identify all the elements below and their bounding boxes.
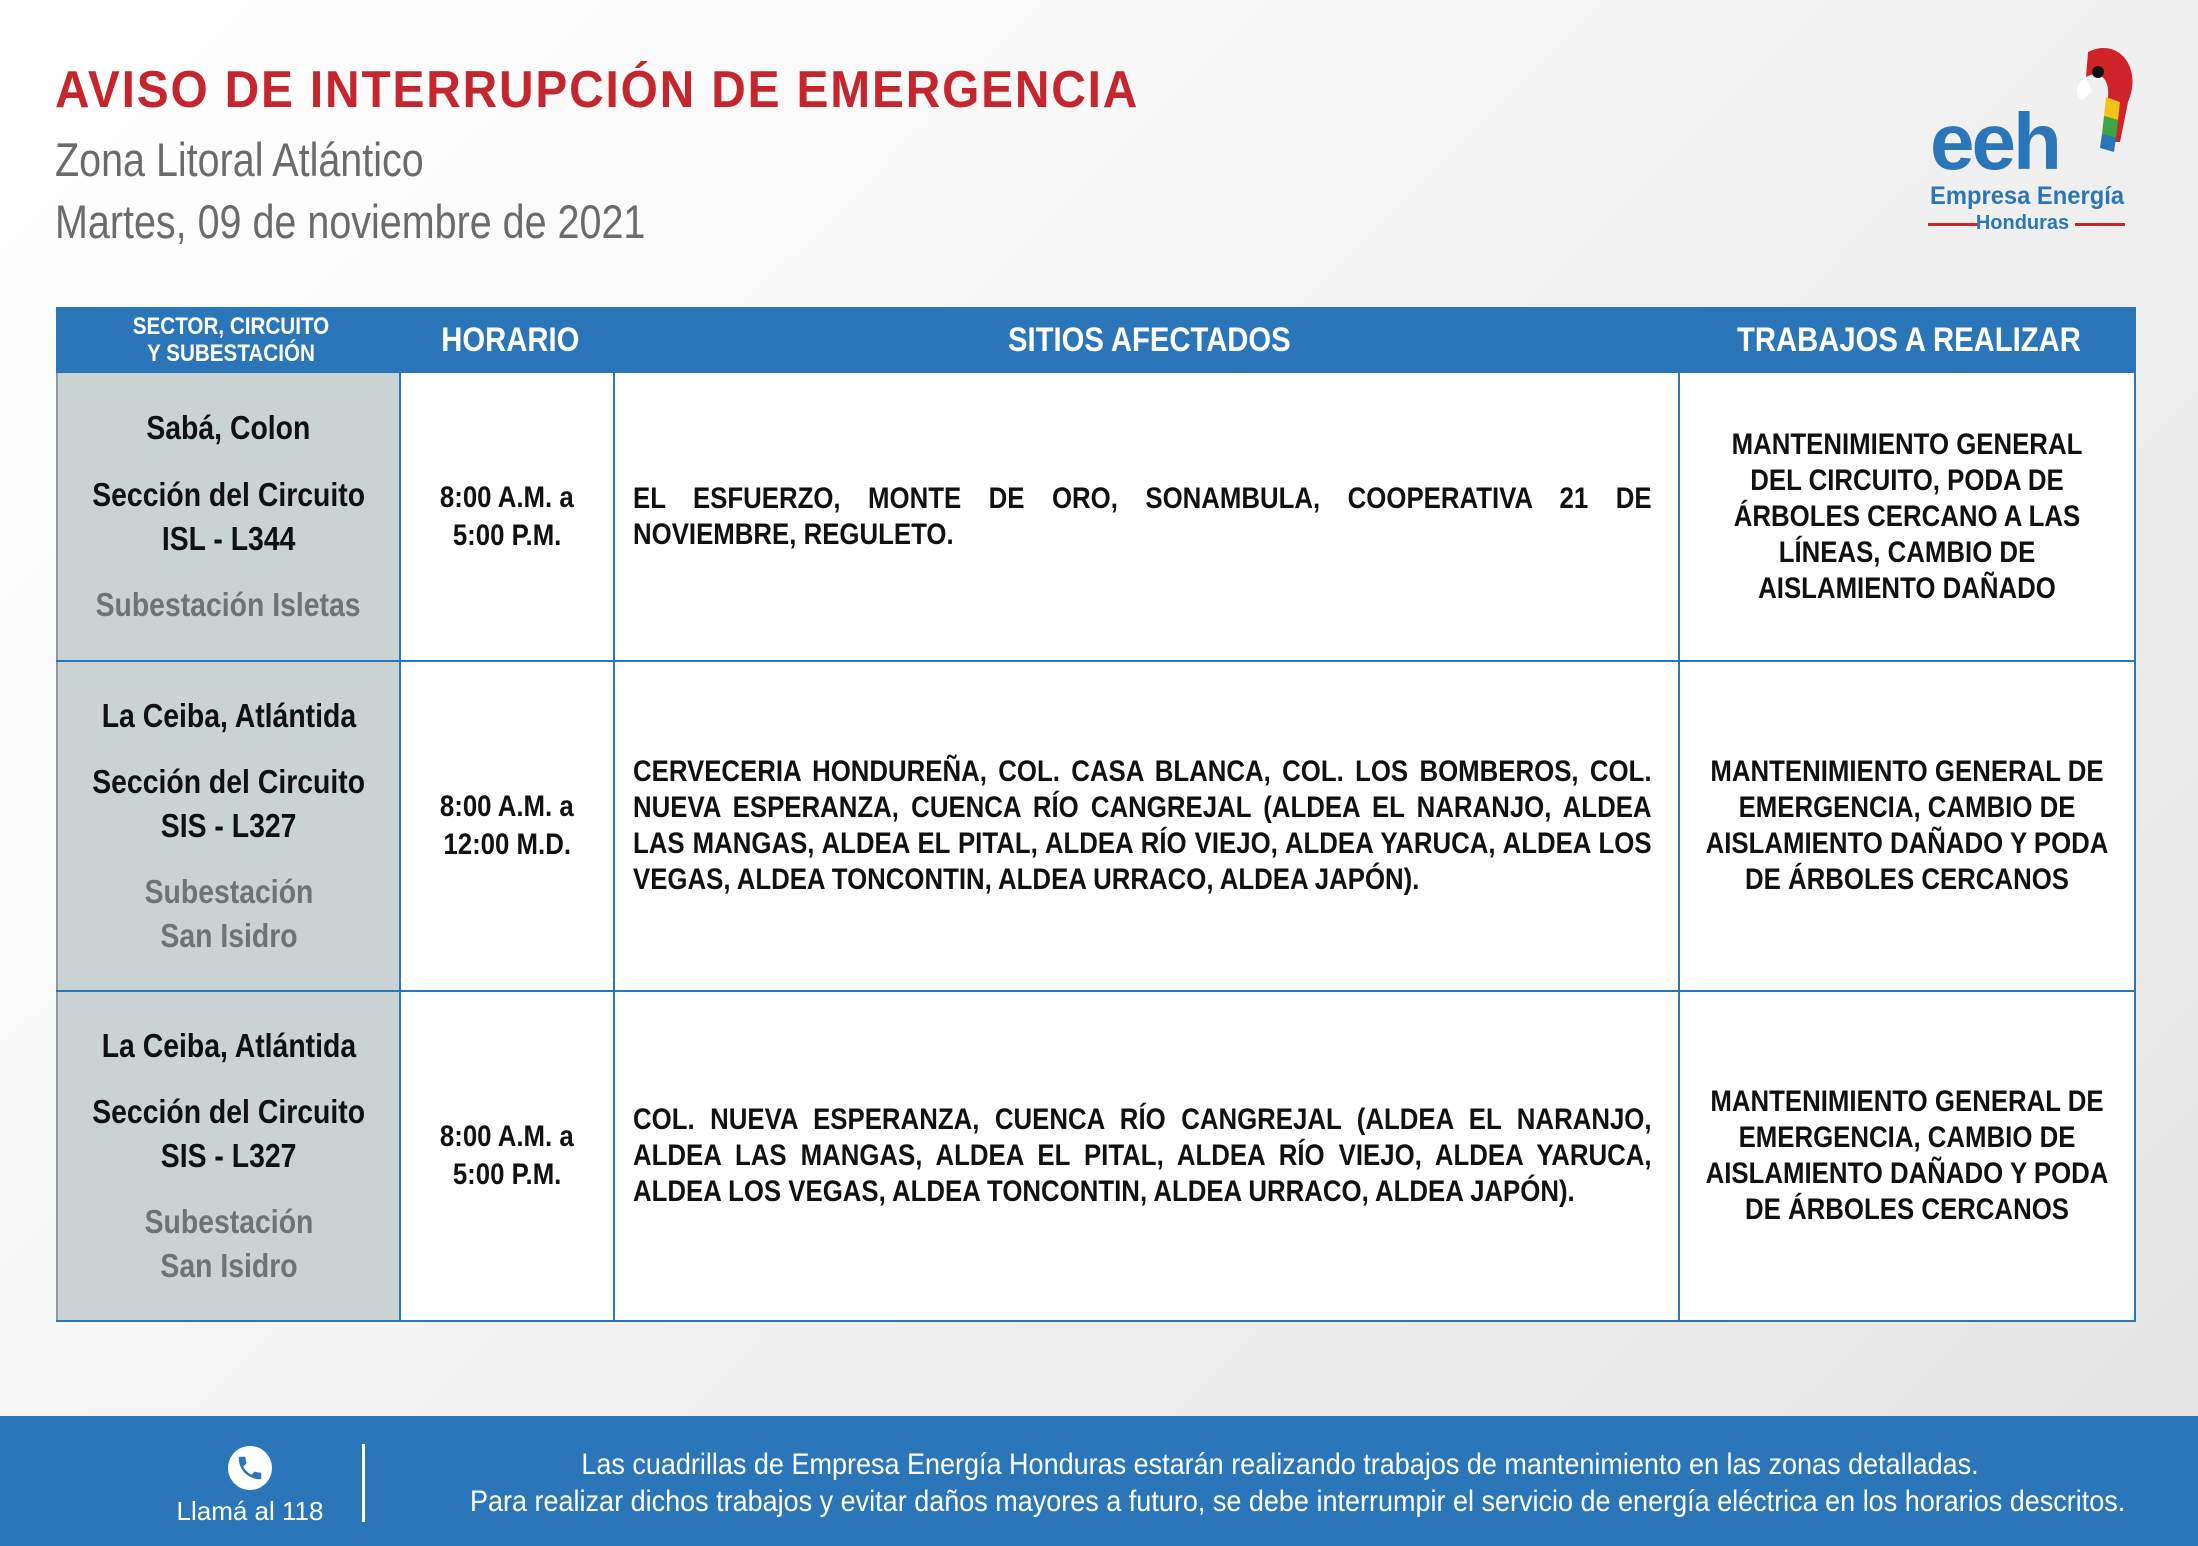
page-title: AVISO DE INTERRUPCIÓN DE EMERGENCIA (55, 61, 1140, 119)
parrot-logo-icon (2048, 42, 2138, 162)
substation-name: Subestación Isletas (96, 586, 361, 624)
header-sector: SECTOR, CIRCUITO Y SUBESTACIÓN (132, 313, 329, 367)
footer-banner (0, 1416, 2198, 1546)
sector-name: La Ceiba, Atlántida (101, 1027, 356, 1064)
table-row (56, 662, 2136, 992)
sitios-text: CERVECERIA HONDUREÑA, COL. CASA BLANCA, COL. LOS BOMBEROS, COL. NUEVA ESPERANZA, CUENCA RÍO CANGREJAL (ALDEA EL NARANJO, ALDEA LAS MANGAS, ALDEA EL PITAL, ALDEA RÍO VIEJO, ALDEA YARUCA, ALDEA LOS VEGAS, ALDEA TONCONTIN, ALDEA URRACO, ALDEA JAPÓN). (633, 755, 1652, 896)
circuit-info: Sección del Circuito SIS - L327 (92, 763, 365, 844)
trabajos-text: MANTENIMIENTO GENERAL DEL CIRCUITO, PODA DE ÁRBOLES CERCANO A LAS LÍNEAS, CAMBIO DE AISLAMIENTO DAÑADO (1731, 427, 2083, 605)
header-horario: HORARIO (440, 321, 580, 359)
sitios-text: COL. NUEVA ESPERANZA, CUENCA RÍO CANGREJAL (ALDEA EL NARANJO, ALDEA LAS MANGAS, ALDEA EL PITAL, ALDEA RÍO VIEJO, ALDEA YARUCA, ALDEA LOS VEGAS, ALDEA TONCONTIN, ALDEA URRACO, ALDEA JAPÓN). (633, 1103, 1652, 1208)
date-subtitle: Martes, 09 de noviembre de 2021 (55, 195, 646, 248)
footer-divider (362, 1444, 365, 1522)
header-trabajos: TRABAJOS A REALIZAR (1737, 321, 2081, 359)
trabajos-cell (1680, 662, 2136, 990)
table-row (56, 373, 2136, 662)
substation-name: Subestación San Isidro (144, 1203, 313, 1284)
table-header (56, 307, 2136, 373)
sector-cell (56, 662, 401, 990)
trabajos-text: MANTENIMIENTO GENERAL DE EMERGENCIA, CAMBIO DE AISLAMIENTO DAÑADO Y PODA DE ÁRBOLES CERCANOS (1705, 755, 2109, 896)
trabajos-cell (1680, 992, 2136, 1320)
sitios-cell (615, 992, 1680, 1320)
trabajos-cell (1680, 373, 2136, 660)
interruption-table (56, 307, 2136, 1322)
table-row (56, 992, 2136, 1322)
sitios-cell (615, 373, 1680, 660)
circuit-info: Sección del Circuito ISL - L344 (92, 475, 365, 557)
company-logo (1920, 40, 2135, 240)
footer-line-2: Para realizar dichos trabajos y evitar daños mayores a futuro, se debe interrumpir el servicio de energía eléctrica en los horarios descritos. (470, 1485, 2126, 1518)
logo-company-name: Empresa Energía (1930, 182, 2125, 210)
horario-cell: 8:00 A.M. a 5:00 P.M. (401, 992, 615, 1320)
sitios-cell (615, 662, 1680, 990)
footer-notice (380, 1446, 2180, 1520)
header-sitios: SITIOS AFECTADOS (1008, 321, 1291, 359)
horario-cell: 8:00 A.M. a 5:00 P.M. (401, 373, 615, 660)
sector-cell (56, 992, 401, 1320)
trabajos-text: MANTENIMIENTO GENERAL DE EMERGENCIA, CAMBIO DE AISLAMIENTO DAÑADO Y PODA DE ÁRBOLES CERCANOS (1705, 1085, 2109, 1226)
sector-cell (56, 373, 401, 660)
logo-wordmark: eeh (1930, 97, 2059, 186)
logo-divider-right (2075, 223, 2125, 226)
sitios-text: EL ESFUERZO, MONTE DE ORO, SONAMBULA, COOPERATIVA 21 DE NOVIEMBRE, REGULETO. (633, 481, 1652, 551)
phone-icon[interactable] (228, 1446, 272, 1490)
sector-name: La Ceiba, Atlántida (101, 697, 356, 734)
logo-country: Honduras (1975, 212, 2070, 234)
circuit-info: Sección del Circuito SIS - L327 (92, 1093, 365, 1174)
zone-subtitle: Zona Litoral Atlántico (55, 133, 424, 186)
horario-cell: 8:00 A.M. a 12:00 M.D. (401, 662, 615, 990)
footer-line-1: Las cuadrillas de Empresa Energía Honduras estarán realizando trabajos de mantenimiento en las zonas detalladas. (581, 1448, 1979, 1481)
substation-name: Subestación San Isidro (144, 873, 313, 954)
sector-name: Sabá, Colon (146, 408, 311, 446)
phone-label[interactable]: Llamá al 118 (176, 1496, 324, 1526)
phone-glyph-icon (235, 1453, 265, 1483)
